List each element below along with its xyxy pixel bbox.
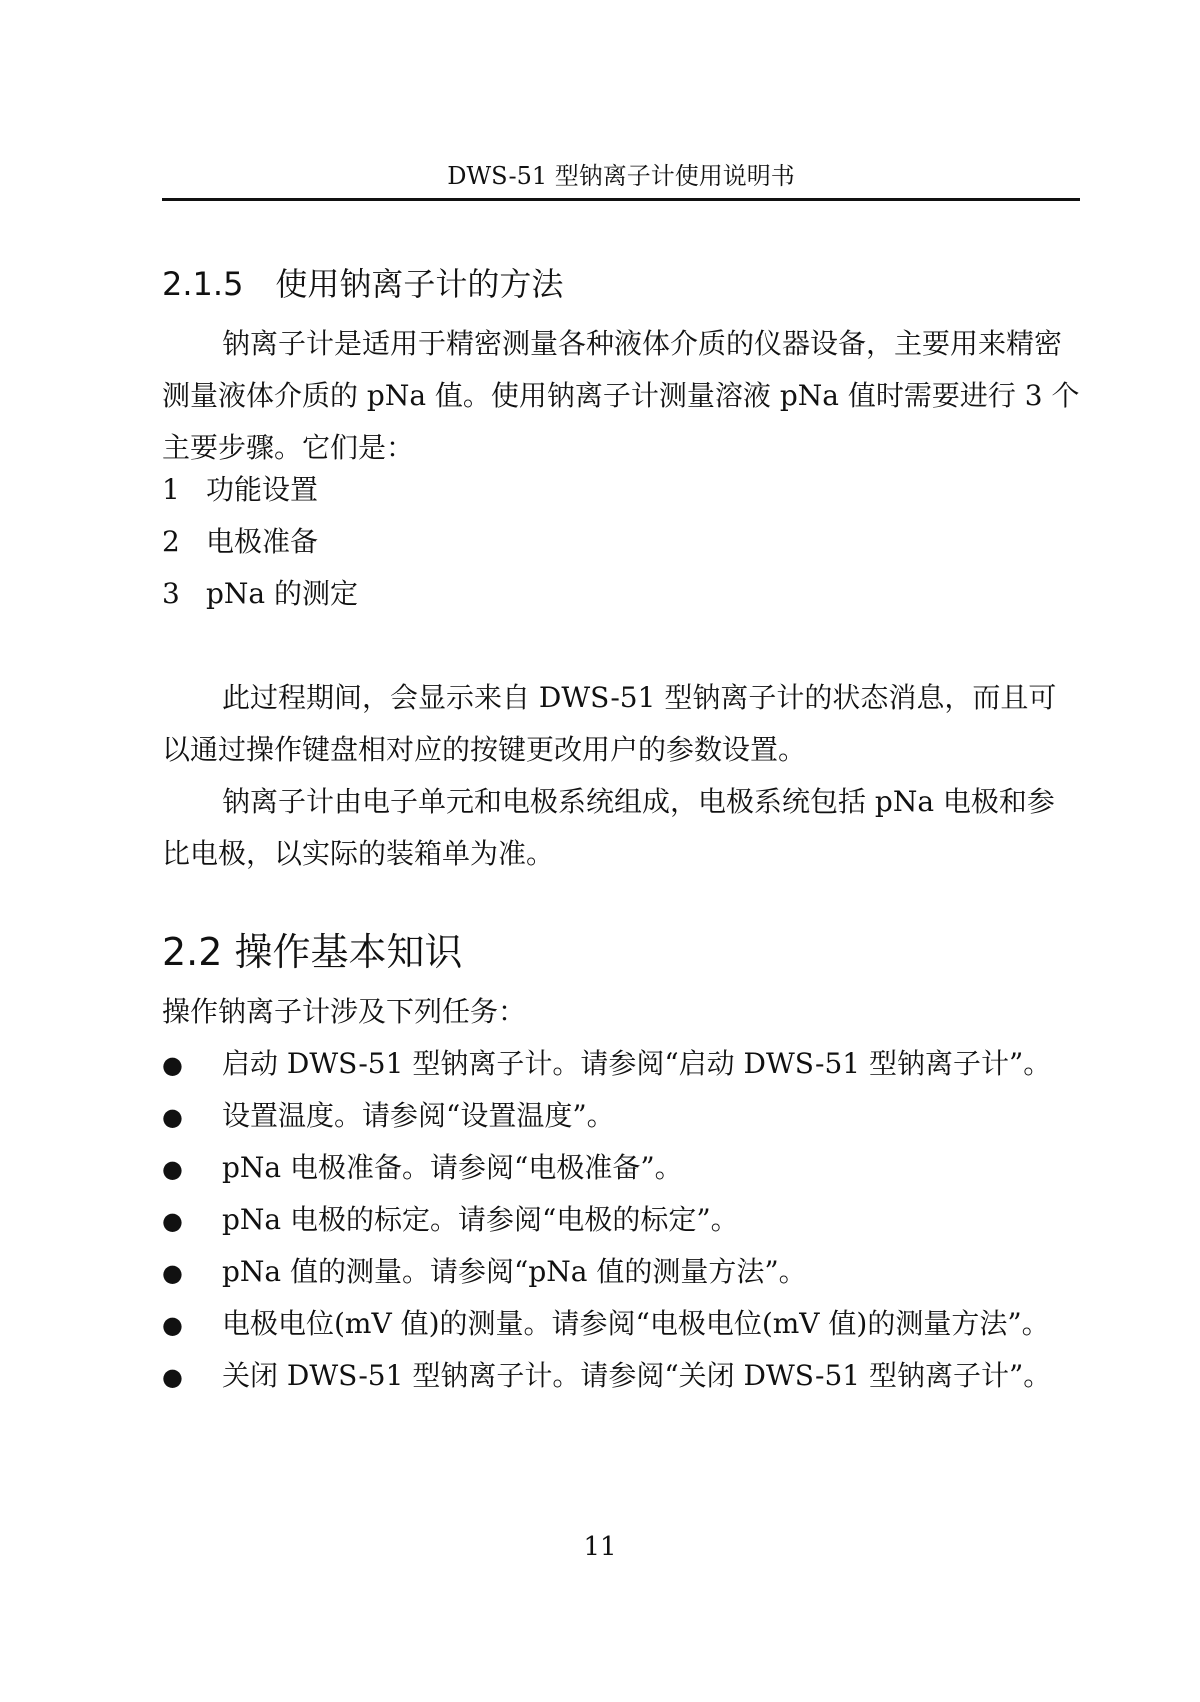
section-heading-2-2: 2.2 操作基本知识 xyxy=(162,930,463,974)
bullet-icon: ● xyxy=(162,1207,183,1235)
task-text: 关闭 DWS-51 型钠离子计。请参阅“关闭 DWS-51 型钠离子计”。 xyxy=(222,1359,1052,1392)
list-item xyxy=(162,1090,1080,1142)
list-item xyxy=(162,464,1080,516)
section-heading-2-1-5: 2.1.5 使用钠离子计的方法 xyxy=(162,265,564,303)
step-label: 电极准备 xyxy=(206,525,319,558)
bullet-icon: ● xyxy=(162,1103,183,1131)
paragraph-status-messages: 此过程期间，会显示来自 DWS-51 型钠离子计的状态消息，而且可以通过操作键盘相对应的按键更改用户的参数设置。 xyxy=(162,681,1057,766)
task-text: 启动 DWS-51 型钠离子计。请参阅“启动 DWS-51 型钠离子计”。 xyxy=(222,1047,1052,1080)
step-label: pNa 的测定 xyxy=(206,577,359,610)
page-number: 11 xyxy=(583,1532,617,1562)
list-item xyxy=(162,568,1080,620)
step-number: 1 xyxy=(162,473,180,506)
task-text: pNa 电极的标定。请参阅“电极的标定”。 xyxy=(222,1203,739,1236)
list-item xyxy=(162,1298,1080,1350)
bullet-icon: ● xyxy=(162,1051,183,1079)
list-item xyxy=(162,516,1080,568)
tasks-list xyxy=(162,1038,1080,1402)
tasks-intro: 操作钠离子计涉及下列任务： xyxy=(162,995,527,1028)
list-item xyxy=(162,1038,1080,1090)
step-number: 3 xyxy=(162,577,180,610)
bullet-icon: ● xyxy=(162,1363,183,1391)
list-item xyxy=(162,1142,1080,1194)
header-rule xyxy=(162,198,1080,201)
bullet-icon: ● xyxy=(162,1259,183,1287)
step-label: 功能设置 xyxy=(206,473,319,506)
bullet-icon: ● xyxy=(162,1311,183,1339)
running-header: DWS-51 型钠离子计使用说明书 xyxy=(447,162,795,190)
list-item xyxy=(162,1246,1080,1298)
task-text: 电极电位(mV 值)的测量。请参阅“电极电位(mV 值)的测量方法”。 xyxy=(222,1307,1050,1340)
task-text: pNa 电极准备。请参阅“电极准备”。 xyxy=(222,1151,683,1184)
steps-list xyxy=(162,464,1080,620)
bullet-icon: ● xyxy=(162,1155,183,1183)
paragraph-method-intro: 钠离子计是适用于精密测量各种液体介质的仪器设备，主要用来精密测量液体介质的 pNa 值。使用钠离子计测量溶液 pNa 值时需要进行 3 个主要步骤。它们是： xyxy=(162,327,1080,464)
task-text: pNa 值的测量。请参阅“pNa 值的测量方法”。 xyxy=(222,1255,807,1288)
list-item xyxy=(162,1350,1080,1402)
task-text: 设置温度。请参阅“设置温度”。 xyxy=(222,1099,615,1132)
paragraph-system-composition: 钠离子计由电子单元和电极系统组成，电极系统包括 pNa 电极和参比电极，以实际的装箱单为准。 xyxy=(162,785,1055,870)
list-item xyxy=(162,1194,1080,1246)
step-number: 2 xyxy=(162,525,180,558)
